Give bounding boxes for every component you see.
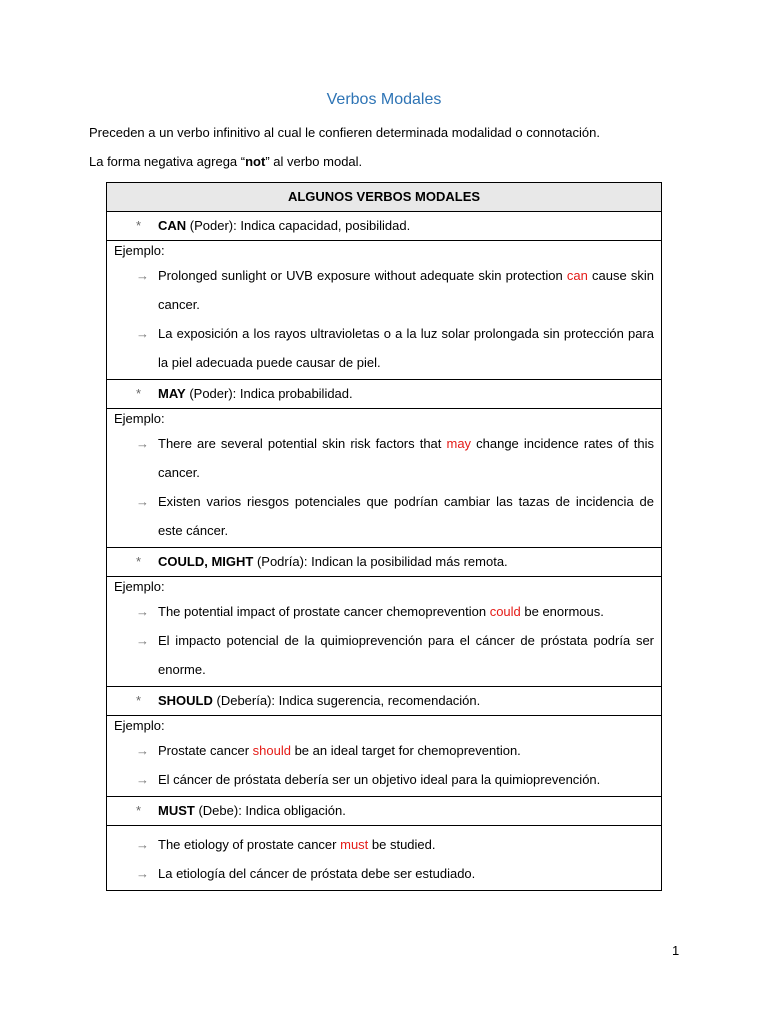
modal-verbs-table xyxy=(106,182,662,891)
example-row xyxy=(107,716,662,797)
verb-row xyxy=(107,380,662,409)
verb-row xyxy=(107,212,662,241)
example-text: La etiología del cáncer de próstata debe ser estudiado. xyxy=(158,866,476,881)
example-row xyxy=(107,826,662,891)
verb-name: MAY xyxy=(158,386,186,401)
arrow-icon: → xyxy=(136,436,149,451)
example-item xyxy=(114,261,654,319)
negative-text-after: ” al verbo modal. xyxy=(265,154,363,169)
example-label: Ejemplo: xyxy=(114,411,165,426)
table-header: ALGUNOS VERBOS MODALES xyxy=(107,183,662,212)
negative-text-before: La forma negativa agrega “ xyxy=(89,154,246,169)
modal-keyword: must xyxy=(340,837,369,852)
bullet-icon: * xyxy=(136,554,142,569)
verb-cell xyxy=(107,548,662,577)
negative-form-paragraph xyxy=(89,154,362,169)
verb-row xyxy=(107,797,662,826)
verb-name: SHOULD xyxy=(158,693,213,708)
example-cell xyxy=(107,241,662,380)
page-title: Verbos Modales xyxy=(326,91,442,108)
example-text: The potential impact of prostate cancer chemoprevention xyxy=(158,604,490,619)
arrow-icon: → xyxy=(136,837,149,852)
modal-keyword: may xyxy=(446,436,472,451)
verb-description: (Debería): Indica sugerencia, recomendación. xyxy=(212,693,481,708)
page-number: 1 xyxy=(672,943,680,958)
example-item xyxy=(114,597,654,626)
not-keyword: not xyxy=(245,154,266,169)
example-text: The etiology of prostate cancer xyxy=(158,837,341,852)
verb-description: (Debe): Indica obligación. xyxy=(194,803,346,818)
example-label: Ejemplo: xyxy=(114,579,165,594)
bullet-icon: * xyxy=(136,693,142,708)
example-item xyxy=(114,487,654,545)
arrow-icon: → xyxy=(136,633,149,648)
arrow-icon: → xyxy=(136,326,149,341)
example-label: Ejemplo: xyxy=(114,243,165,258)
example-text: El impacto potencial de la quimioprevención para el cáncer de próstata podría ser enorme. xyxy=(158,633,654,677)
example-item xyxy=(114,319,654,377)
modal-keyword: should xyxy=(252,743,291,758)
arrow-icon: → xyxy=(136,494,149,509)
bullet-icon: * xyxy=(136,218,142,233)
example-text: Existen varios riesgos potenciales que podrían cambiar las tazas de incidencia de este cáncer. xyxy=(158,494,654,538)
example-cell xyxy=(107,577,662,687)
table-header-row xyxy=(107,183,662,212)
arrow-icon: → xyxy=(136,743,149,758)
arrow-icon: → xyxy=(136,604,149,619)
intro-paragraph: Preceden a un verbo infinitivo al cual le confieren determinada modalidad o connotación. xyxy=(89,125,600,140)
bullet-icon: * xyxy=(136,803,142,818)
verb-row xyxy=(107,548,662,577)
example-text-end: cause skin cancer. xyxy=(158,268,654,312)
verb-description: (Poder): Indica capacidad, posibilidad. xyxy=(186,218,411,233)
example-text: La exposición a los rayos ultravioletas o a la luz solar prolongada sin protección para la piel adecuada puede causar de piel. xyxy=(158,326,654,370)
modal-keyword: could xyxy=(489,604,521,619)
example-item xyxy=(114,859,654,888)
example-item xyxy=(114,429,654,487)
example-item xyxy=(114,765,654,794)
verb-cell xyxy=(107,212,662,241)
example-cell xyxy=(107,409,662,548)
example-text-end: change incidence rates of this cancer. xyxy=(158,436,654,480)
arrow-icon: → xyxy=(136,866,149,881)
example-label: Ejemplo: xyxy=(114,718,165,733)
example-cell xyxy=(107,826,662,891)
verb-cell xyxy=(107,687,662,716)
example-text-end: be studied. xyxy=(368,837,436,852)
verb-name: CAN xyxy=(158,218,187,233)
verb-name: MUST xyxy=(158,803,195,818)
example-item xyxy=(114,626,654,684)
example-text: There are several potential skin risk factors that xyxy=(158,436,447,451)
verb-cell xyxy=(107,380,662,409)
example-cell xyxy=(107,716,662,797)
example-row xyxy=(107,577,662,687)
verb-description: (Poder): Indica probabilidad. xyxy=(185,386,353,401)
example-item xyxy=(114,830,654,859)
verb-cell xyxy=(107,797,662,826)
modal-keyword: can xyxy=(566,268,588,283)
example-row xyxy=(107,241,662,380)
example-text-end: be an ideal target for chemoprevention. xyxy=(290,743,521,758)
example-text: Prolonged sunlight or UVB exposure without adequate skin protection xyxy=(158,268,567,283)
bullet-icon: * xyxy=(136,386,142,401)
arrow-icon: → xyxy=(136,772,149,787)
example-row xyxy=(107,409,662,548)
example-text: Prostate cancer xyxy=(158,743,253,758)
verb-name: COULD, MIGHT xyxy=(158,554,254,569)
arrow-icon: → xyxy=(136,268,149,283)
verb-description: (Podría): Indican la posibilidad más remota. xyxy=(253,554,508,569)
example-text-end: be enormous. xyxy=(520,604,604,619)
verb-row xyxy=(107,687,662,716)
example-item xyxy=(114,736,654,765)
example-text: El cáncer de próstata debería ser un objetivo ideal para la quimioprevención. xyxy=(158,772,601,787)
